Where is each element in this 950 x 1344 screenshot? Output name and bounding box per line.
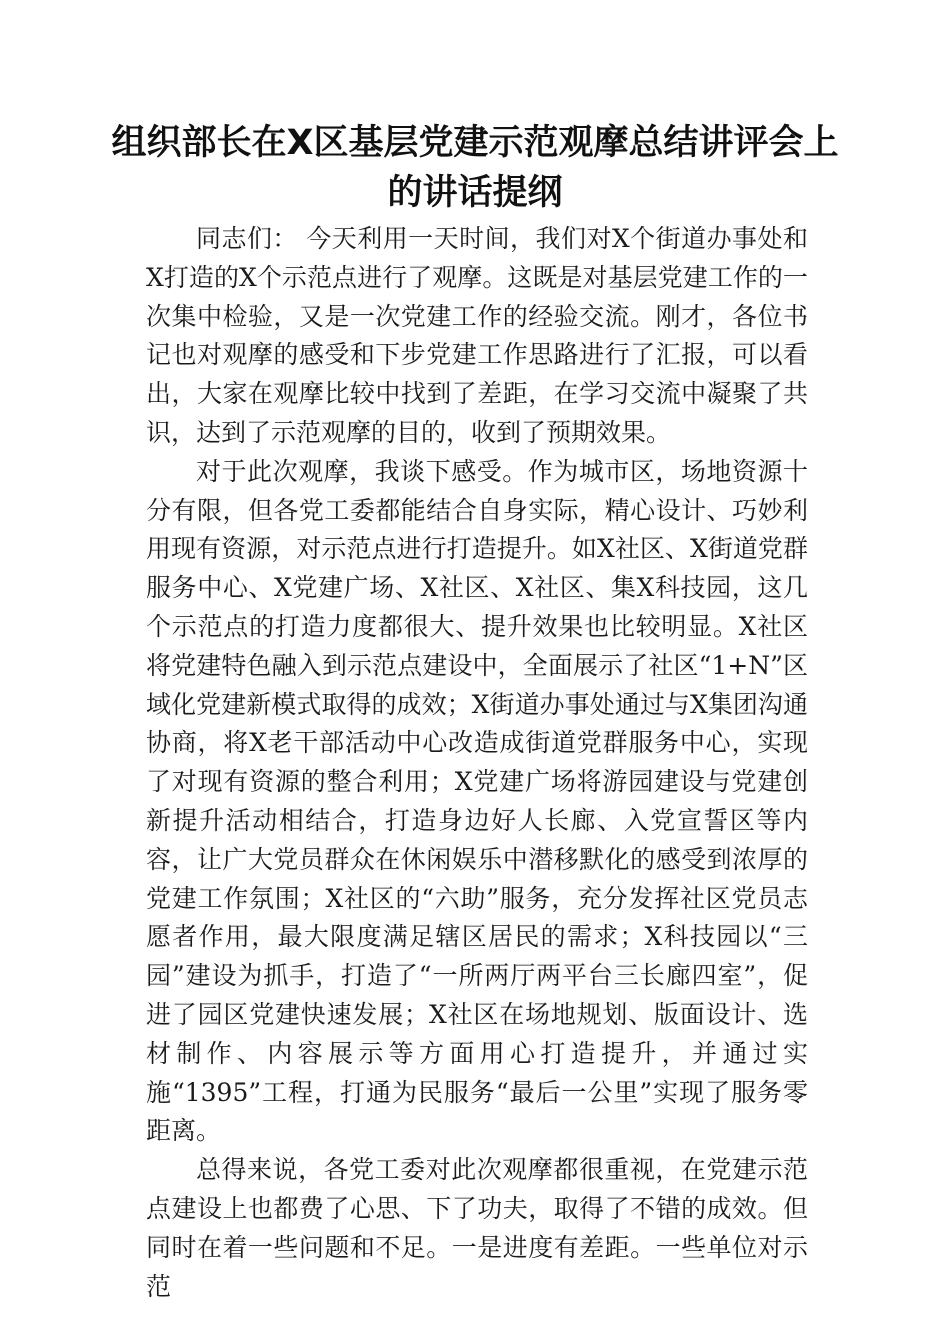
paragraph-2: 对于此次观摩，我谈下感受。作为城市区，场地资源十分有限，但各党工委都能结合自身实际，精心设计、巧妙利用现有资源，对示范点进行打造提升。如X社区、X街道党群服务中心、X党建广场、X社区、X社区、集X科技园，这几个示范点的打造力度都很大、提升效果也比较明显。X社区将党建特色融入到示范点建设中，全面展示了社区“1+N”区域化党建新模式取得的成效；X街道办事处通过与X集团沟通协商，将X老干部活动中心改造成街道党群服务中心，实现了对现有资源的整合利用；X党建广场将游园建设与党建创新提升活动相结合，打造身边好人长廊、入党宣誓区等内容，让广大党员群众在休闲娱乐中潜移默化的感受到浓厚的党建工作氛围；X社区的“六助”服务，充分发挥社区党员志愿者作用，最大限度满足辖区居民的需求；X科技园以“三园”建设为抓手，打造了“一所两厅两平台三长廊四室”，促进了园区党建快速发展；X社区在场地规划、版面设计、选材制作、内容展示等方面用心打造提升，并通过实施“1395”工程，打通为民服务“最后一公里”实现了服务零距离。 <box>146 456 808 1146</box>
document-title: 组织部长在X区基层党建示范观摩总结讲评会上的讲话提纲 <box>111 123 839 213</box>
paragraph-1: 同志们： 今天利用一天时间，我们对X个街道办事处和X打造的X个示范点进行了观摩。这既是对基层党建工作的一次集中检验，又是一次党建工作的经验交流。刚才，各位书记也对观摩的感受和下步党建工作思路进行了汇报，可以看出，大家在观摩比较中找到了差距，在学习交流中凝聚了共识，达到了示范观摩的目的，收到了预期效果。 <box>146 224 808 447</box>
document-body <box>146 220 808 1306</box>
paragraph-3: 总得来说，各党工委对此次观摩都很重视，在党建示范点建设上也都费了心思、下了功夫，取得了不错的成效。但同时在着一些问题和不足。一是进度有差距。一些单位对示范 <box>146 1155 808 1301</box>
